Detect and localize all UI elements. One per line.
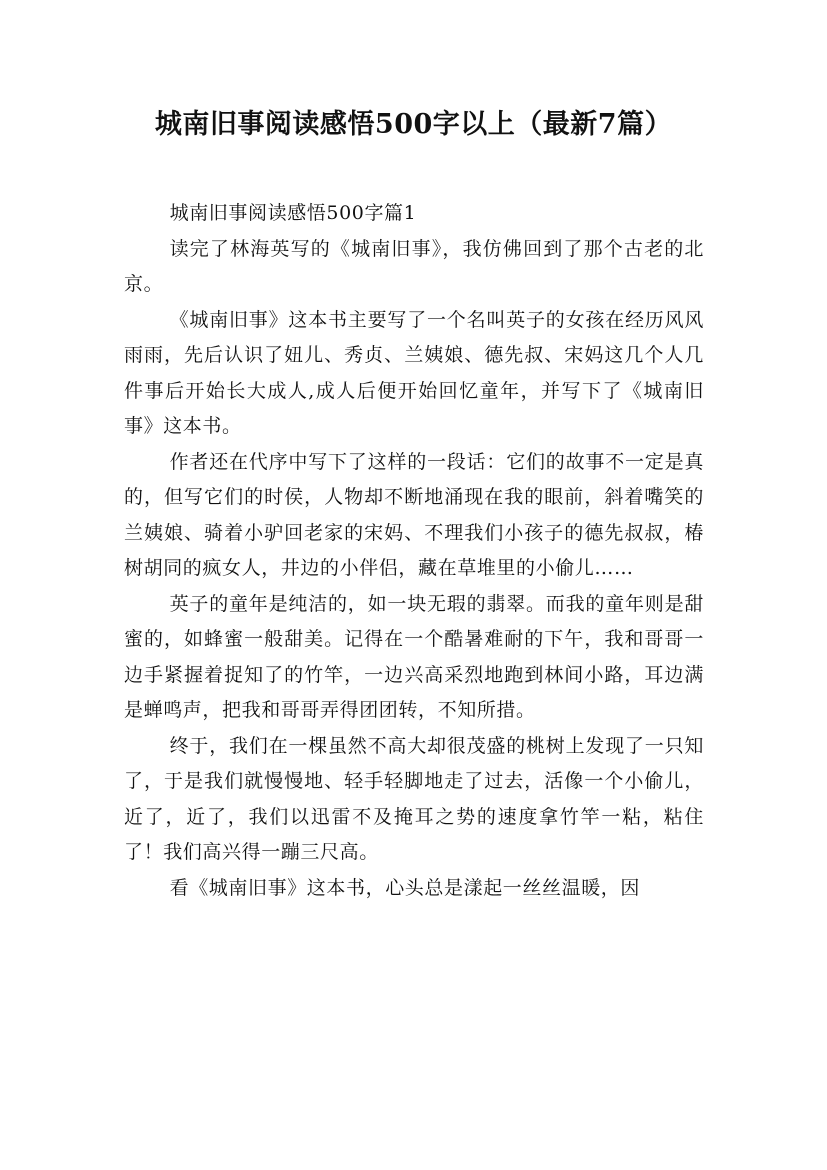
paragraph: 看《城南旧事》这本书，心头总是漾起一丝丝温暖，因 (169, 876, 640, 899)
paragraph: 英子的童年是纯洁的，如一块无瑕的翡翠。而我的童年则是甜蜜的，如蜂蜜一般甜美。记得在一个酷暑难耐的下午，我和哥哥一边手紧握着捉知了的竹竿，一边兴高采烈地跑到林间小路，耳边满是蝉鸣声，把我和哥哥弄得团团转，不知所措。 (124, 592, 704, 721)
paragraph: 作者还在代序中写下了这样的一段话：它们的故事不一定是真的，但写它们的时侯，人物却不断地涌现在我的眼前，斜着嘴笑的兰姨娘、骑着小驴回老家的宋妈、不理我们小孩子的德先叔叔，椿树胡同的疯女人，井边的小伴侣，藏在草堆里的小偷儿…… (124, 450, 704, 579)
document-body (124, 196, 704, 906)
document-title: 城南旧事阅读感悟500字以上（最新7篇） (154, 109, 673, 140)
paragraph: 《城南旧事》这本书主要写了一个名叫英子的女孩在经历风风雨雨，先后认识了妞儿、秀贞、兰姨娘、德先叔、宋妈这几个人几件事后开始长大成人,成人后便开始回忆童年，并写下了《城南旧事》这本书。 (124, 308, 704, 437)
section-heading: 城南旧事阅读感悟500字篇1 (169, 202, 417, 224)
paragraph: 终于，我们在一棵虽然不高大却很茂盛的桃树上发现了一只知了，于是我们就慢慢地、轻手轻脚地走了过去，活像一个小偷儿，近了，近了，我们以迅雷不及掩耳之势的速度拿竹竿一粘，粘住了！我们高兴得一蹦三尺高。 (124, 734, 704, 863)
paragraph: 读完了林海英写的《城南旧事》，我仿佛回到了那个古老的北京。 (124, 237, 704, 295)
